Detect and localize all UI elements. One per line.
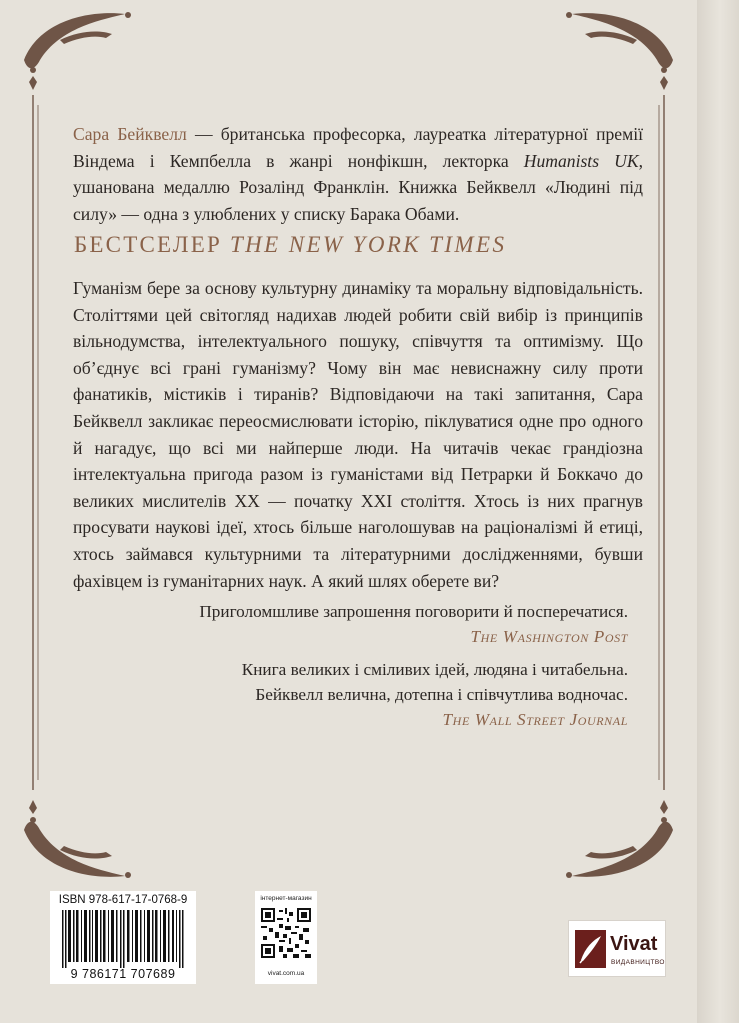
qr-top-label: інтернет-магазин bbox=[260, 895, 312, 902]
book-description: Гуманізм бере за основу культурну динаміку та моральну відповідальність. Століттями цей світогляд надихав людей робити свій вибір із принципів вільнодумства, інтелектуального пошуку, співчуття та оптимізму. Що об’єднує всі грані гуманізму? Чому він має невиснажну силу проти фанатиків, містиків і тиранів? Відповідаючи на такі запитання, Сара Бейквелл закликає переосмислювати історію, піклуватися одне про одного й нагадує, що всі ми найперше люди. На читачів чекає грандіозна інтелектуальна пригода разом із гуманістами від Петрарки й Боккачо до великих мислителів ХХ — початку ХХІ століття. Хтось із них прагнув просувати наукові ідеї, хтось більше наголошував на раціоналізмі й етиці, хтось займався культурними та літературними дослідженнями, бувши фахівцем із гуманітарних наук. А який шлях оберете ви? bbox=[73, 278, 643, 591]
publisher-logo bbox=[568, 920, 666, 977]
barcode-digits: 9 786171 707689 bbox=[70, 967, 176, 981]
publisher-subtitle: ВИДАВНИЦТВО bbox=[611, 959, 665, 966]
isbn-label: ISBN 978-617-17-0768-9 bbox=[58, 894, 188, 906]
author-bio bbox=[73, 121, 643, 227]
quote-line: Книга великих і сміливих ідей, людяна і читабельна. bbox=[241, 660, 628, 679]
publisher-name: Vivat bbox=[610, 933, 658, 955]
quote-line: Приголомшливе запрошення поговорити й посперечатися. bbox=[199, 602, 628, 621]
bio-text-part-2: , ушанована медаллю Розалінд Франклін. Книжка Бейквелл «Людині під силу» — одна з улюблених у списку Барака Обами. bbox=[73, 150, 643, 224]
isbn-barcode bbox=[50, 891, 196, 984]
headline-prefix: БЕСТСЕЛЕР bbox=[74, 232, 230, 257]
bestseller-headline bbox=[74, 232, 634, 258]
qr-code-icon[interactable] bbox=[261, 908, 311, 958]
quote-source: The Washington Post bbox=[470, 627, 628, 646]
author-name: Сара Бейквелл bbox=[73, 124, 187, 144]
qr-url-label: vivat.com.ua bbox=[267, 970, 305, 977]
quote-line: Бейквелл велична, дотепна і співчутлива водночас. bbox=[255, 685, 628, 704]
review-quote-1 bbox=[199, 599, 628, 649]
bio-text-part-1: — британська професорка, лауреатка літературної премії Віндема і Кемпбелла в жанрі нонфікшн, лекторка bbox=[73, 124, 644, 171]
quill-icon bbox=[575, 930, 606, 968]
qr-code-block[interactable] bbox=[255, 891, 317, 984]
review-quote-2 bbox=[242, 657, 628, 732]
headline-publication: THE NEW YORK TIMES bbox=[229, 232, 507, 257]
organization-name: Humanists UK bbox=[523, 150, 639, 171]
barcode-bars bbox=[62, 910, 184, 968]
quote-source: The Wall Street Journal bbox=[442, 710, 628, 729]
